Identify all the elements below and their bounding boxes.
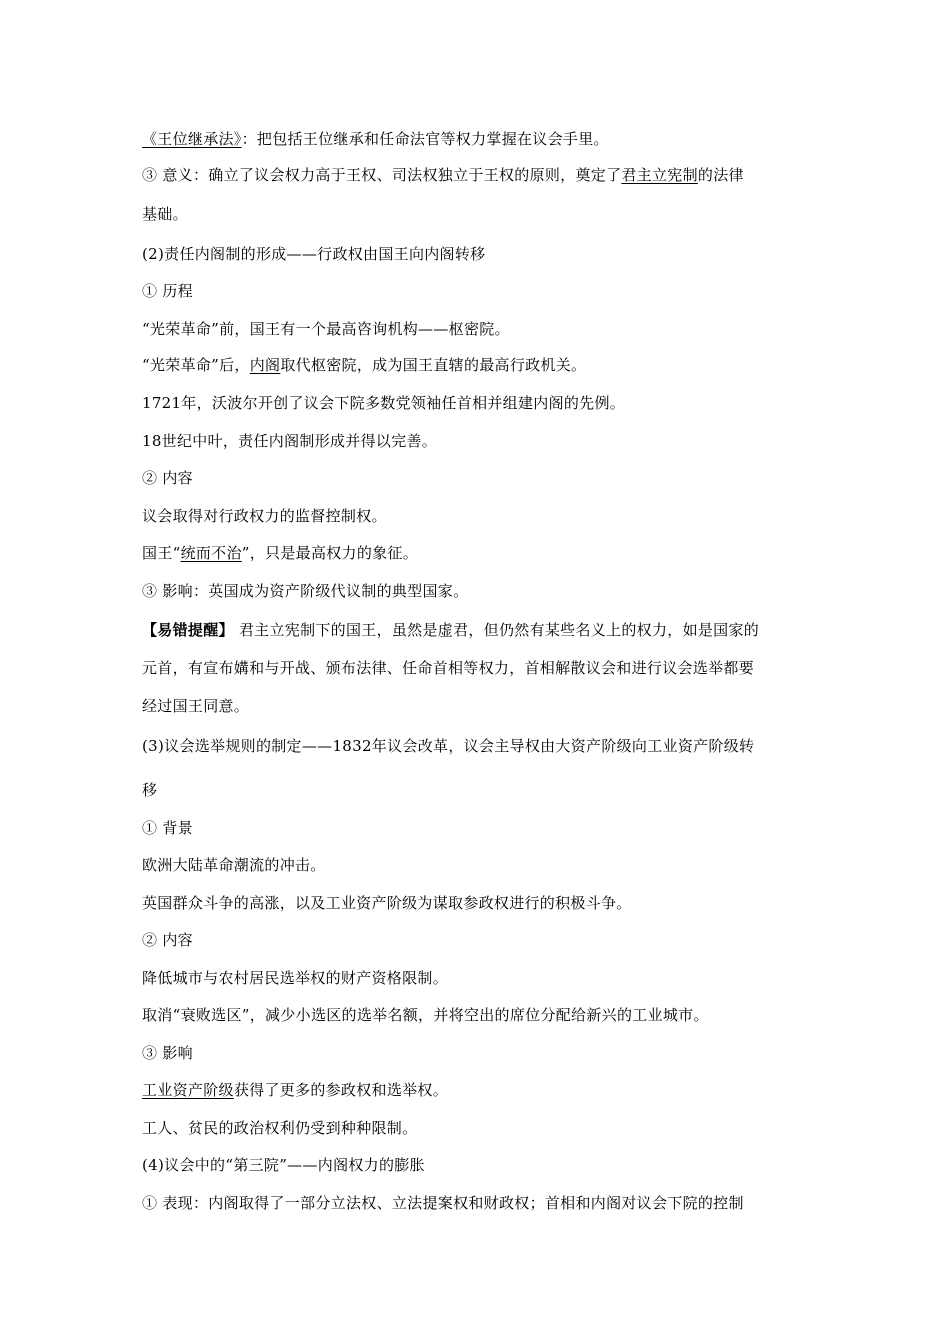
underlined-term: 《王位继承法》 bbox=[142, 130, 242, 148]
underlined-term: 统而不治 bbox=[180, 544, 242, 562]
text-line: “光荣革命”前，国王有一个最高咨询机构——枢密院。 bbox=[142, 320, 510, 338]
subsection-heading: ② 内容 bbox=[142, 469, 193, 487]
note-label: 【易错提醒】 bbox=[142, 621, 234, 639]
text-line: 降低城市与农村居民选举权的财产资格限制。 bbox=[142, 969, 449, 987]
text-line: 议会取得对行政权力的监督控制权。 bbox=[142, 507, 387, 525]
text-line bbox=[142, 355, 822, 375]
text-line: 工人、贫民的政治权利仍受到种种限制。 bbox=[142, 1119, 418, 1137]
note-line bbox=[142, 620, 822, 640]
subsection-heading: ③ 影响 bbox=[142, 1044, 193, 1062]
section-heading: (2)责任内阁制的形成——行政权由国王向内阁转移 bbox=[142, 245, 486, 263]
text-line: ① 表现：内阁取得了一部分立法权、立法提案权和财政权；首相和内阁对议会下院的控制 bbox=[142, 1194, 744, 1212]
text-line bbox=[142, 165, 822, 185]
underlined-term: 君主立宪制 bbox=[621, 166, 698, 184]
text-segment: 获得了更多的参政权和选举权。 bbox=[233, 1081, 449, 1099]
text-line: 基础。 bbox=[142, 205, 188, 223]
text-line: ③ 影响：英国成为资产阶级代议制的典型国家。 bbox=[142, 582, 469, 600]
text-segment: ③ 意义：确立了议会权力高于王权、司法权独立于王权的原则，奠定了 bbox=[142, 166, 622, 184]
text-line: 英国群众斗争的高涨，以及工业资产阶级为谋取参政权进行的积极斗争。 bbox=[142, 894, 632, 912]
text-line: 1721年，沃波尔开创了议会下院多数党领袖任首相并组建内阁的先例。 bbox=[142, 394, 626, 412]
text-line bbox=[142, 543, 822, 563]
subsection-heading: ② 内容 bbox=[142, 931, 193, 949]
text-segment: 国王“ bbox=[142, 544, 181, 562]
text-segment: 取代枢密院，成为国王直辖的最高行政机关。 bbox=[280, 356, 587, 374]
section-heading: (3)议会选举规则的制定——1832年议会改革，议会主导权由大资产阶级向工业资产阶级转 bbox=[142, 737, 755, 755]
text-line: 移 bbox=[142, 781, 158, 799]
text-line bbox=[142, 1080, 822, 1100]
text-segment: ”，只是最高权力的象征。 bbox=[241, 544, 419, 562]
section-heading: (4)议会中的“第三院”——内阁权力的膨胀 bbox=[142, 1156, 425, 1174]
underlined-term: 内阁 bbox=[249, 356, 281, 374]
subsection-heading: ① 背景 bbox=[142, 819, 193, 837]
text-line: 欧洲大陆革命潮流的冲击。 bbox=[142, 856, 326, 874]
text-line: 18世纪中叶，责任内阁制形成并得以完善。 bbox=[142, 432, 438, 450]
underlined-term: 工业资产阶级 bbox=[142, 1081, 234, 1099]
text-segment: “光荣革命”后， bbox=[142, 356, 250, 374]
text-line: 元首，有宣布媾和与开战、颁布法律、任命首相等权力，首相解散议会和进行议会选举都要 bbox=[142, 659, 755, 677]
text-segment: 君主立宪制下的国王，虽然是虚君，但仍然有某些名义上的权力，如是国家的 bbox=[233, 621, 760, 639]
text-segment: ：把包括王位继承和任命法官等权力掌握在议会手里。 bbox=[241, 130, 609, 148]
text-line: 取消“衰败选区”，减少小选区的选举名额，并将空出的席位分配给新兴的工业城市。 bbox=[142, 1006, 709, 1024]
text-line: 经过国王同意。 bbox=[142, 697, 250, 715]
text-line bbox=[142, 129, 822, 149]
subsection-heading: ① 历程 bbox=[142, 282, 193, 300]
text-segment: 的法律 bbox=[697, 166, 744, 184]
